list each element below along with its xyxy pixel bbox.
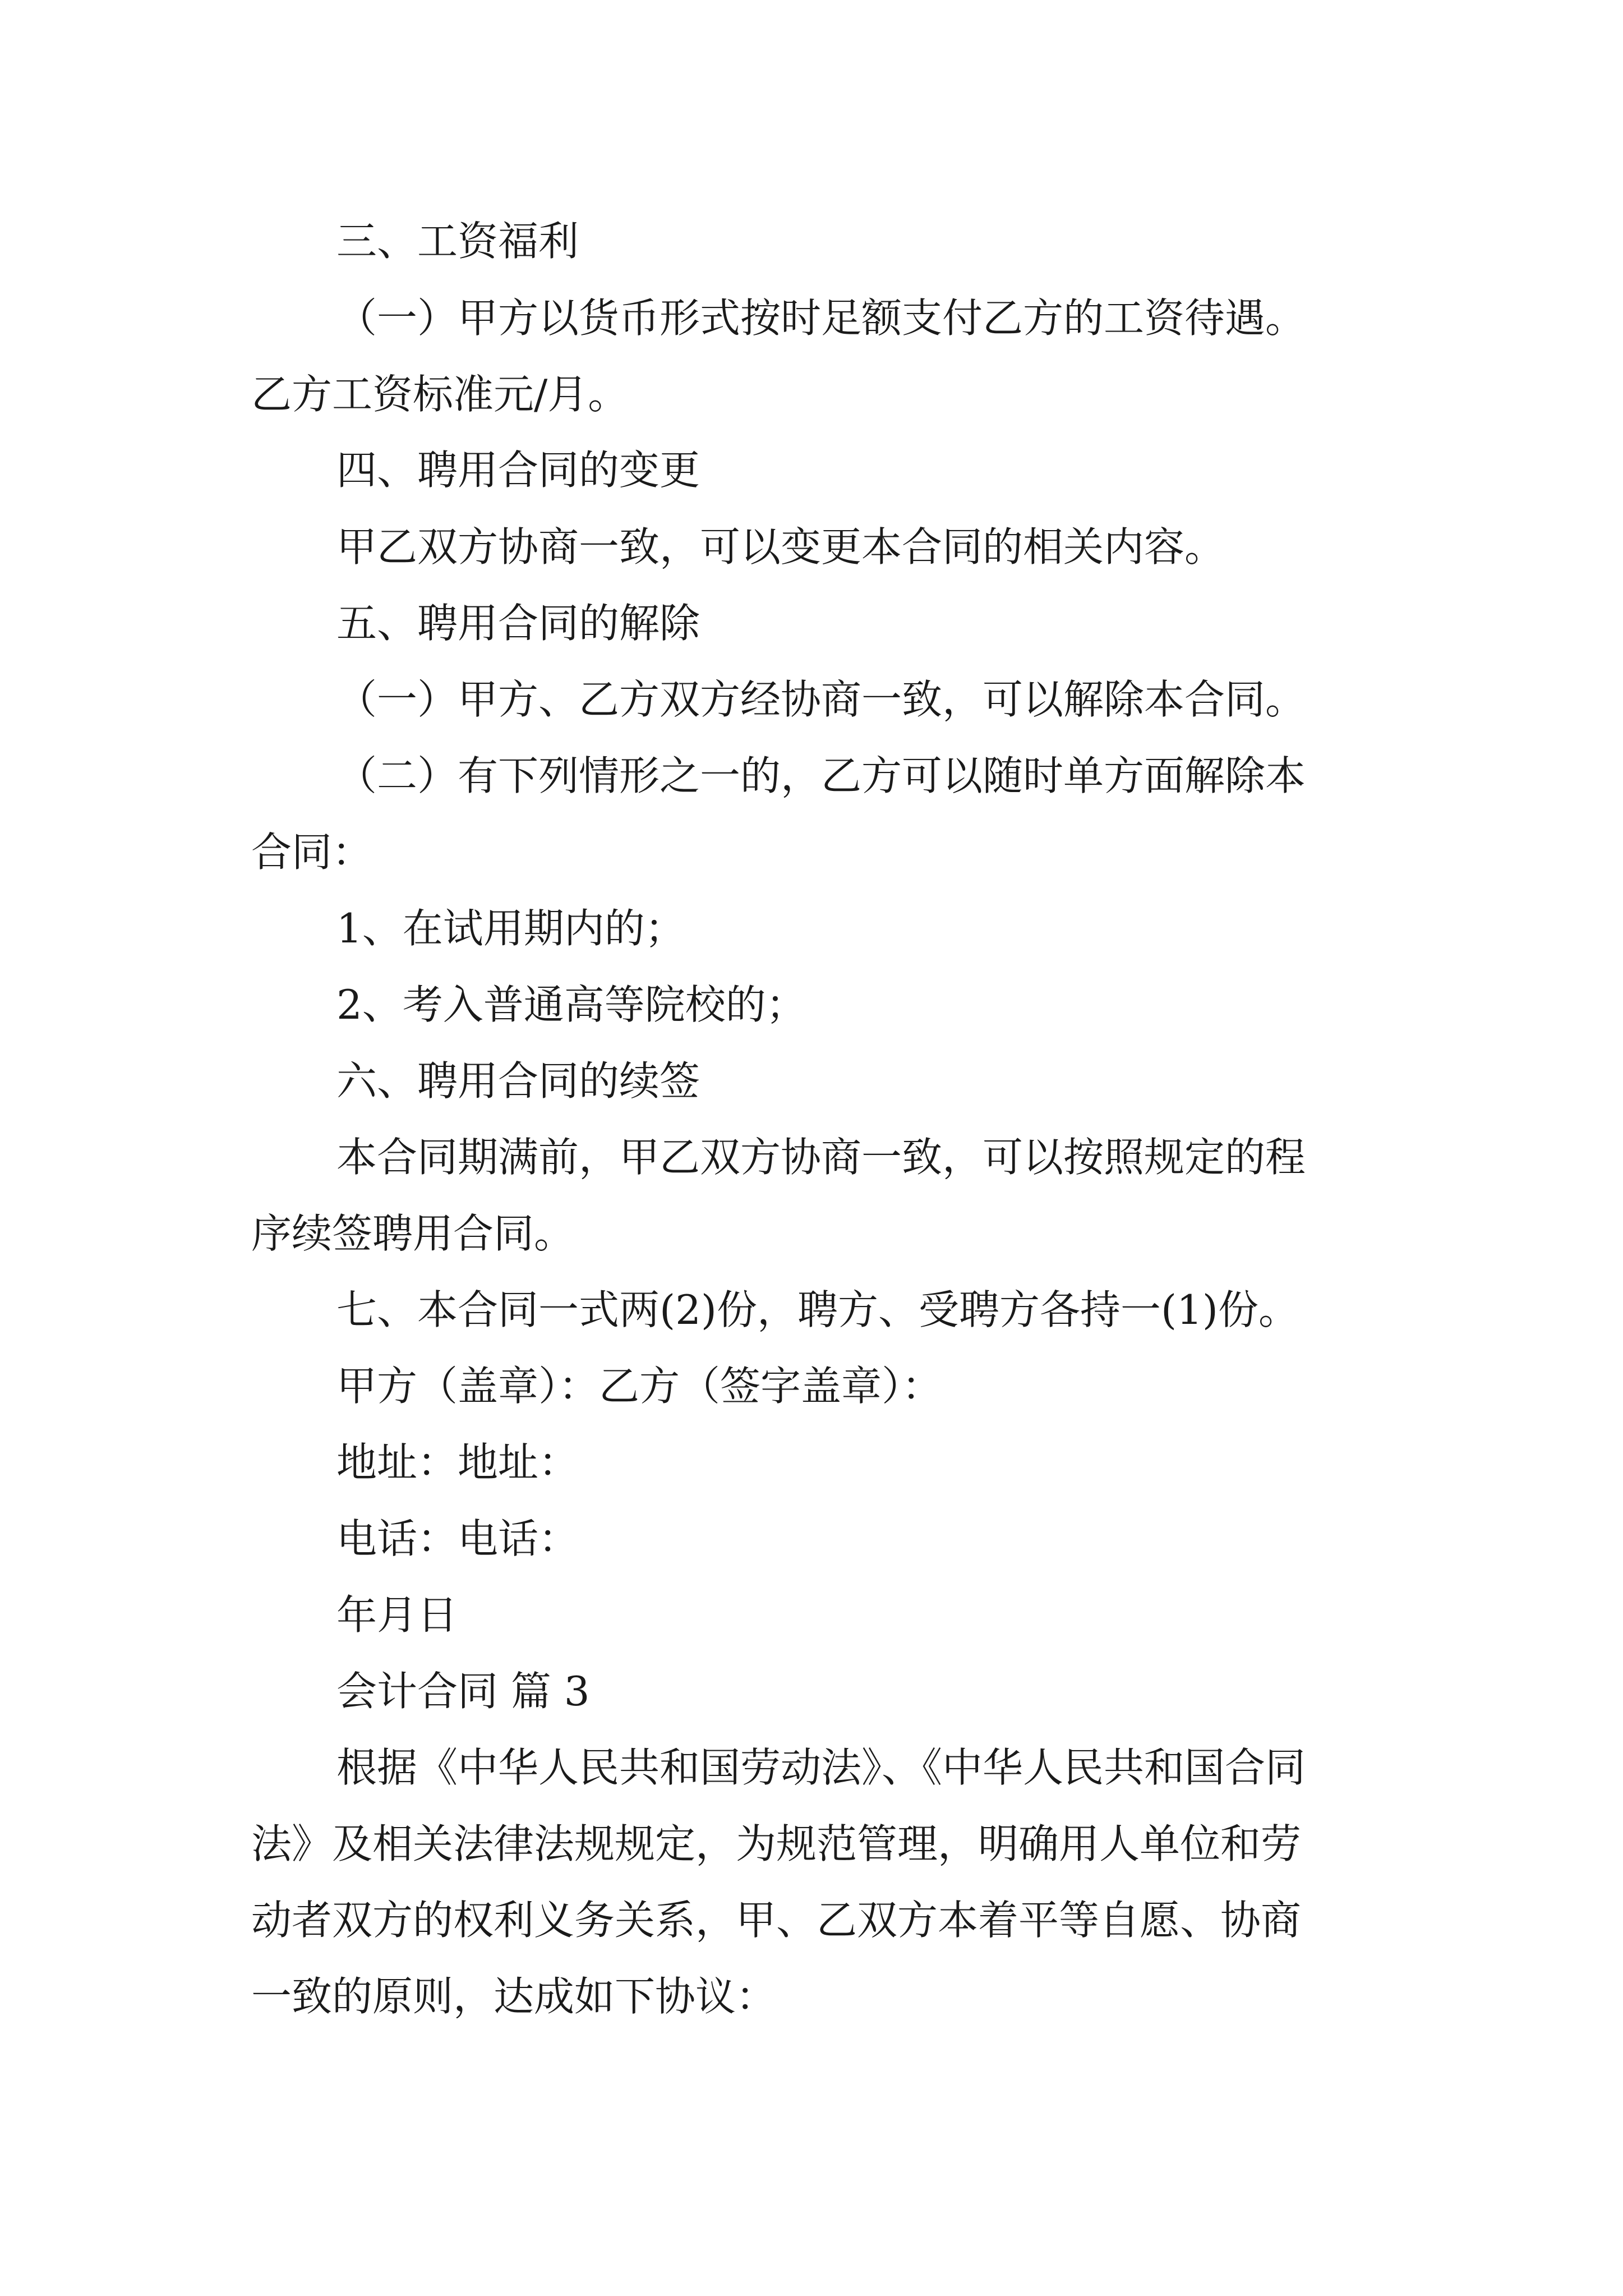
paragraph-line: （一）甲方、乙方双方经协商一致，可以解除本合同。 [336, 676, 1306, 723]
list-item: 2、考入普通高等院校的； [336, 981, 806, 1028]
article-title: 会计合同 篇 3 [336, 1668, 590, 1715]
paragraph-line: （一）甲方以货币形式按时足额支付乙方的工资待遇。 [336, 295, 1306, 342]
section-heading-contract-termination: 五、聘用合同的解除 [336, 600, 700, 647]
address-line: 地址：地址： [336, 1439, 579, 1486]
paragraph-line: 法》及相关法律法规规定，为规范管理，明确用人单位和劳 [251, 1820, 1302, 1867]
paragraph-line: 合同： [251, 829, 373, 876]
paragraph-line: 本合同期满前，甲乙双方协商一致，可以按照规定的程 [336, 1134, 1306, 1181]
paragraph-line: 甲乙双方协商一致，可以变更本合同的相关内容。 [336, 523, 1225, 570]
paragraph-line: 乙方工资标准元/月。 [251, 371, 629, 418]
section-heading-contract-renewal: 六、聘用合同的续签 [336, 1057, 700, 1105]
paragraph-line: 一致的原则，达成如下协议： [251, 1973, 777, 2020]
paragraph-line: 七、本合同一式两(2)份，聘方、受聘方各持一(1)份。 [336, 1286, 1299, 1333]
paragraph-line: 动者双方的权利义务关系，甲、乙双方本着平等自愿、协商 [251, 1897, 1302, 1944]
list-item: 1、在试用期内的； [336, 905, 685, 952]
paragraph-line: 根据《中华人民共和国劳动法》、《中华人民共和国合同 [336, 1744, 1306, 1791]
phone-line: 电话：电话： [336, 1515, 579, 1562]
paragraph-line: （二）有下列情形之一的，乙方可以随时单方面解除本 [336, 752, 1306, 799]
paragraph-line: 序续签聘用合同。 [251, 1210, 575, 1257]
signature-line: 甲方（盖章）：乙方（签字盖章）： [336, 1363, 943, 1410]
section-heading-wages: 三、工资福利 [336, 218, 579, 265]
section-heading-contract-change: 四、聘用合同的变更 [336, 447, 700, 494]
date-line: 年月日 [336, 1591, 458, 1639]
